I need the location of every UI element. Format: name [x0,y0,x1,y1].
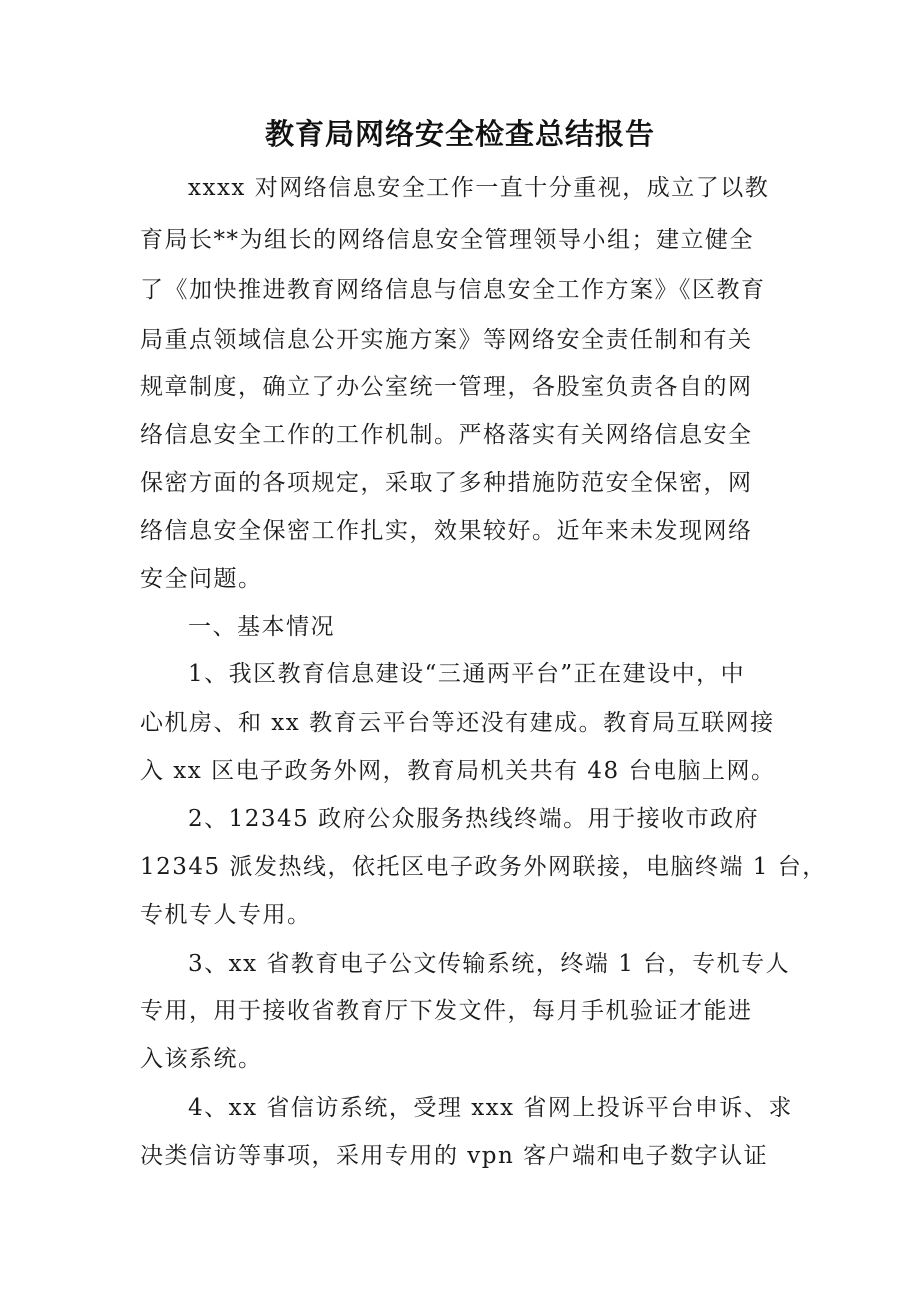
paragraph-line: 局重点领域信息公开实施方案》等网络安全责任制和有关 [140,327,753,353]
paragraph-line: 12345 派发热线，依托区电子政务外网联接，电脑终端 1 台， [140,854,827,880]
paragraph-line: 安全问题。 [140,566,263,592]
paragraph-line: 络信息安全保密工作扎实，效果较好。近年来未发现网络 [140,518,753,544]
paragraph-line: 入 xx 区电子政务外网，教育局机关共有 48 台电脑上网。 [140,758,776,784]
paragraph-line: 入该系统。 [140,1046,263,1072]
paragraph-line: 专用，用于接收省教育厅下发文件，每月手机验证才能进 [140,998,753,1024]
paragraph-line: 规章制度，确立了办公室统一管理，各股室负责各自的网 [140,374,753,400]
paragraph-line: 3、xx 省教育电子公文传输系统，终端 1 台，专机专人 [188,951,791,977]
paragraph-line: 2、12345 政府公众服务热线终端。用于接收市政府 [188,806,760,832]
paragraph-line: 4、xx 省信访系统，受理 xxx 省网上投诉平台申诉、求 [188,1095,793,1121]
page-title: 教育局网络安全检查总结报告 [264,117,655,151]
paragraph-line: 专机专人专用。 [140,902,312,928]
paragraph-line: 络信息安全工作的工作机制。严格落实有关网络信息安全 [140,422,753,448]
paragraph-line: 了《加快推进教育网络信息与信息安全工作方案》《区教育 [140,277,766,303]
paragraph-line: xxxx 对网络信息安全工作一直十分重视，成立了以教 [188,175,770,201]
paragraph-line: 育局长**为组长的网络信息安全管理领导小组；建立健全 [140,227,754,253]
section-heading: 一、基本情况 [188,614,335,640]
paragraph-line: 1、我区教育信息建设“三通两平台”正在建设中，中 [188,661,746,687]
paragraph-line: 保密方面的各项规定，采取了多种措施防范安全保密，网 [140,470,753,496]
paragraph-line: 决类信访等事项，采用专用的 vpn 客户端和电子数字认证 [140,1143,769,1169]
paragraph-line: 心机房、和 xx 教育云平台等还没有建成。教育局互联网接 [140,710,775,736]
